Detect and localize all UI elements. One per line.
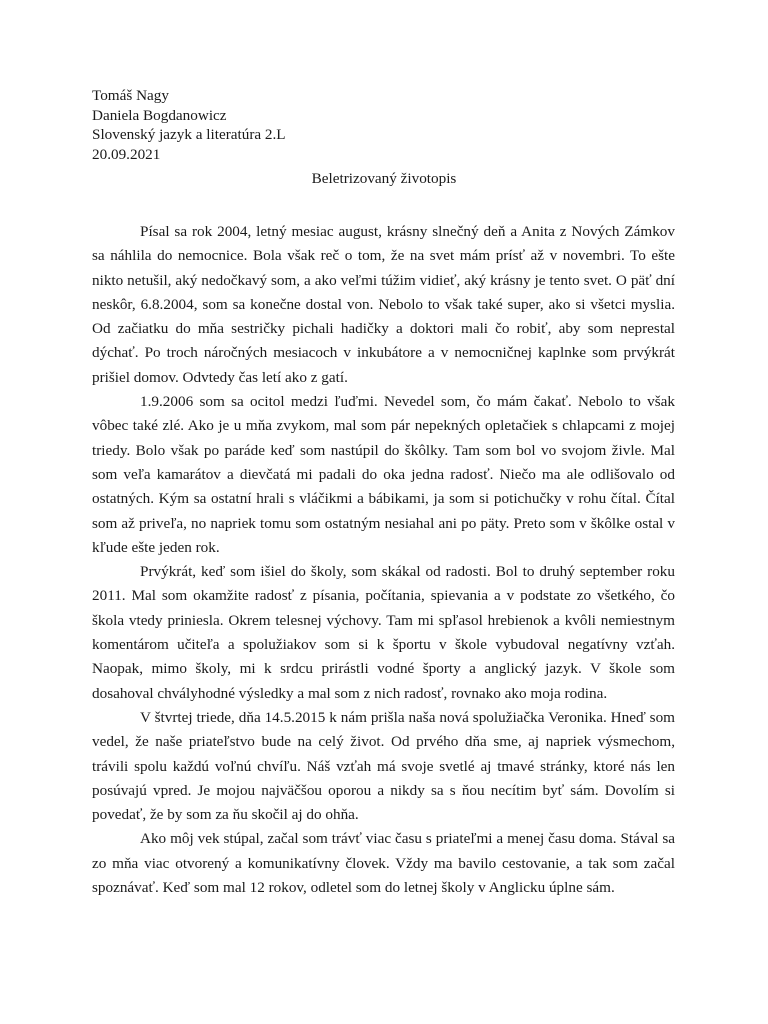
document-date: 20.09.2021	[92, 145, 161, 163]
paragraph-kindergarten: 1.9.2006 som sa ocitol medzi ľuďmi. Nevedel som, čo mám čakať. Nebolo to však vôbec také zlé. Ako je u mňa zvykom, mal som pár nepekných opletačiek s chlapcami z mojej triedy. Bolo však po paráde keď som nastúpil do škôlky. Tam som bol vo svojom živle. Mal som veľa kamarátov a dievčatá mi padali do oka jedna radosť. Niečo ma ale odlišovalo od ostatných. Kým sa ostatní hrali s vláčikmi a bábikami, ja som si potichučky v rohu čítal. Čítal som až priveľa, no napriek tomu som ostatným nesiahal ani po päty. Preto som v škôlke ostal v kľude ešte jeden rok.	[92, 393, 675, 556]
author-name: Tomáš Nagy	[92, 87, 169, 104]
paragraph-birth: Písal sa rok 2004, letný mesiac august, krásny slnečný deň a Anita z Nových Zámkov sa náhlila do nemocnice. Bola však reč o tom, že na svet mám prísť až v novembri. To ešte nikto netušil, aký nedočkavý som, a ako veľmi túžim vidieť, aký krásny je tento svet. O päť dní neskôr, 6.8.2004, som sa konečne dostal von. Nebolo to však také super, ako si všetci myslia. Od začiatku do mňa sestričky pichali hadičky a doktori mali čo robiť, aby som neprestal dýchať. Po troch náročných mesiacoch v inkubátore a v nemocničnej kaplnke som prvýkrát prišiel domov. Odvtedy čas letí ako z gatí.	[92, 223, 675, 386]
document-header	[92, 86, 492, 164]
document-body	[92, 220, 675, 900]
paragraph-school: Prvýkrát, keď som išiel do školy, som skákal od radosti. Bol to druhý september roku 2011. Mal som okamžite radosť z písania, počítania, spievania a v podstate zo všetkého, čo škola vtedy priniesla. Okrem telesnej výchovy. Tam mi spľasol hrebienok a kvôli nemiestnym komentárom učiteľa a spolužiakov som si k športu v škole vybudoval negatívny vzťah. Naopak, mimo školy, mi k srdcu prirástli vodné športy a anglický jazyk. V škole som dosahoval chvályhodné výsledky a mal som z nich radosť, rovnako ako moja rodina.	[92, 563, 675, 702]
paragraph-travel: Ako môj vek stúpal, začal som trávť viac času s priateľmi a menej času doma. Stával sa zo mňa viac otvorený a komunikatívny človek. Vždy ma bavilo cestovanie, a tak som začal spoznávať. Keď som mal 12 rokov, odletel som do letnej školy v Anglicku úplne sám.	[92, 830, 675, 897]
subject-class: Slovenský jazyk a literatúra 2.L	[92, 126, 286, 143]
teacher-name: Daniela Bogdanowicz	[92, 106, 227, 124]
paragraph-friendship: V štvrtej triede, dňa 14.5.2015 k nám prišla naša nová spolužiačka Veronika. Hneď som vedel, že naše priateľstvo bude na celý život. Od prvého dňa sme, aj napriek výsmechom, trávili spolu každú voľnú chvíľu. Náš vzťah má svoje svetlé aj tmavé stránky, ktoré nás len posúvajú vpred. Je mojou najväčšou oporou a nikdy sa s ňou necítim byť sám. Dovolím si povedať, že by som za ňu skočil aj do ohňa.	[92, 708, 675, 824]
document-title: Beletrizovaný životopis	[311, 170, 457, 187]
